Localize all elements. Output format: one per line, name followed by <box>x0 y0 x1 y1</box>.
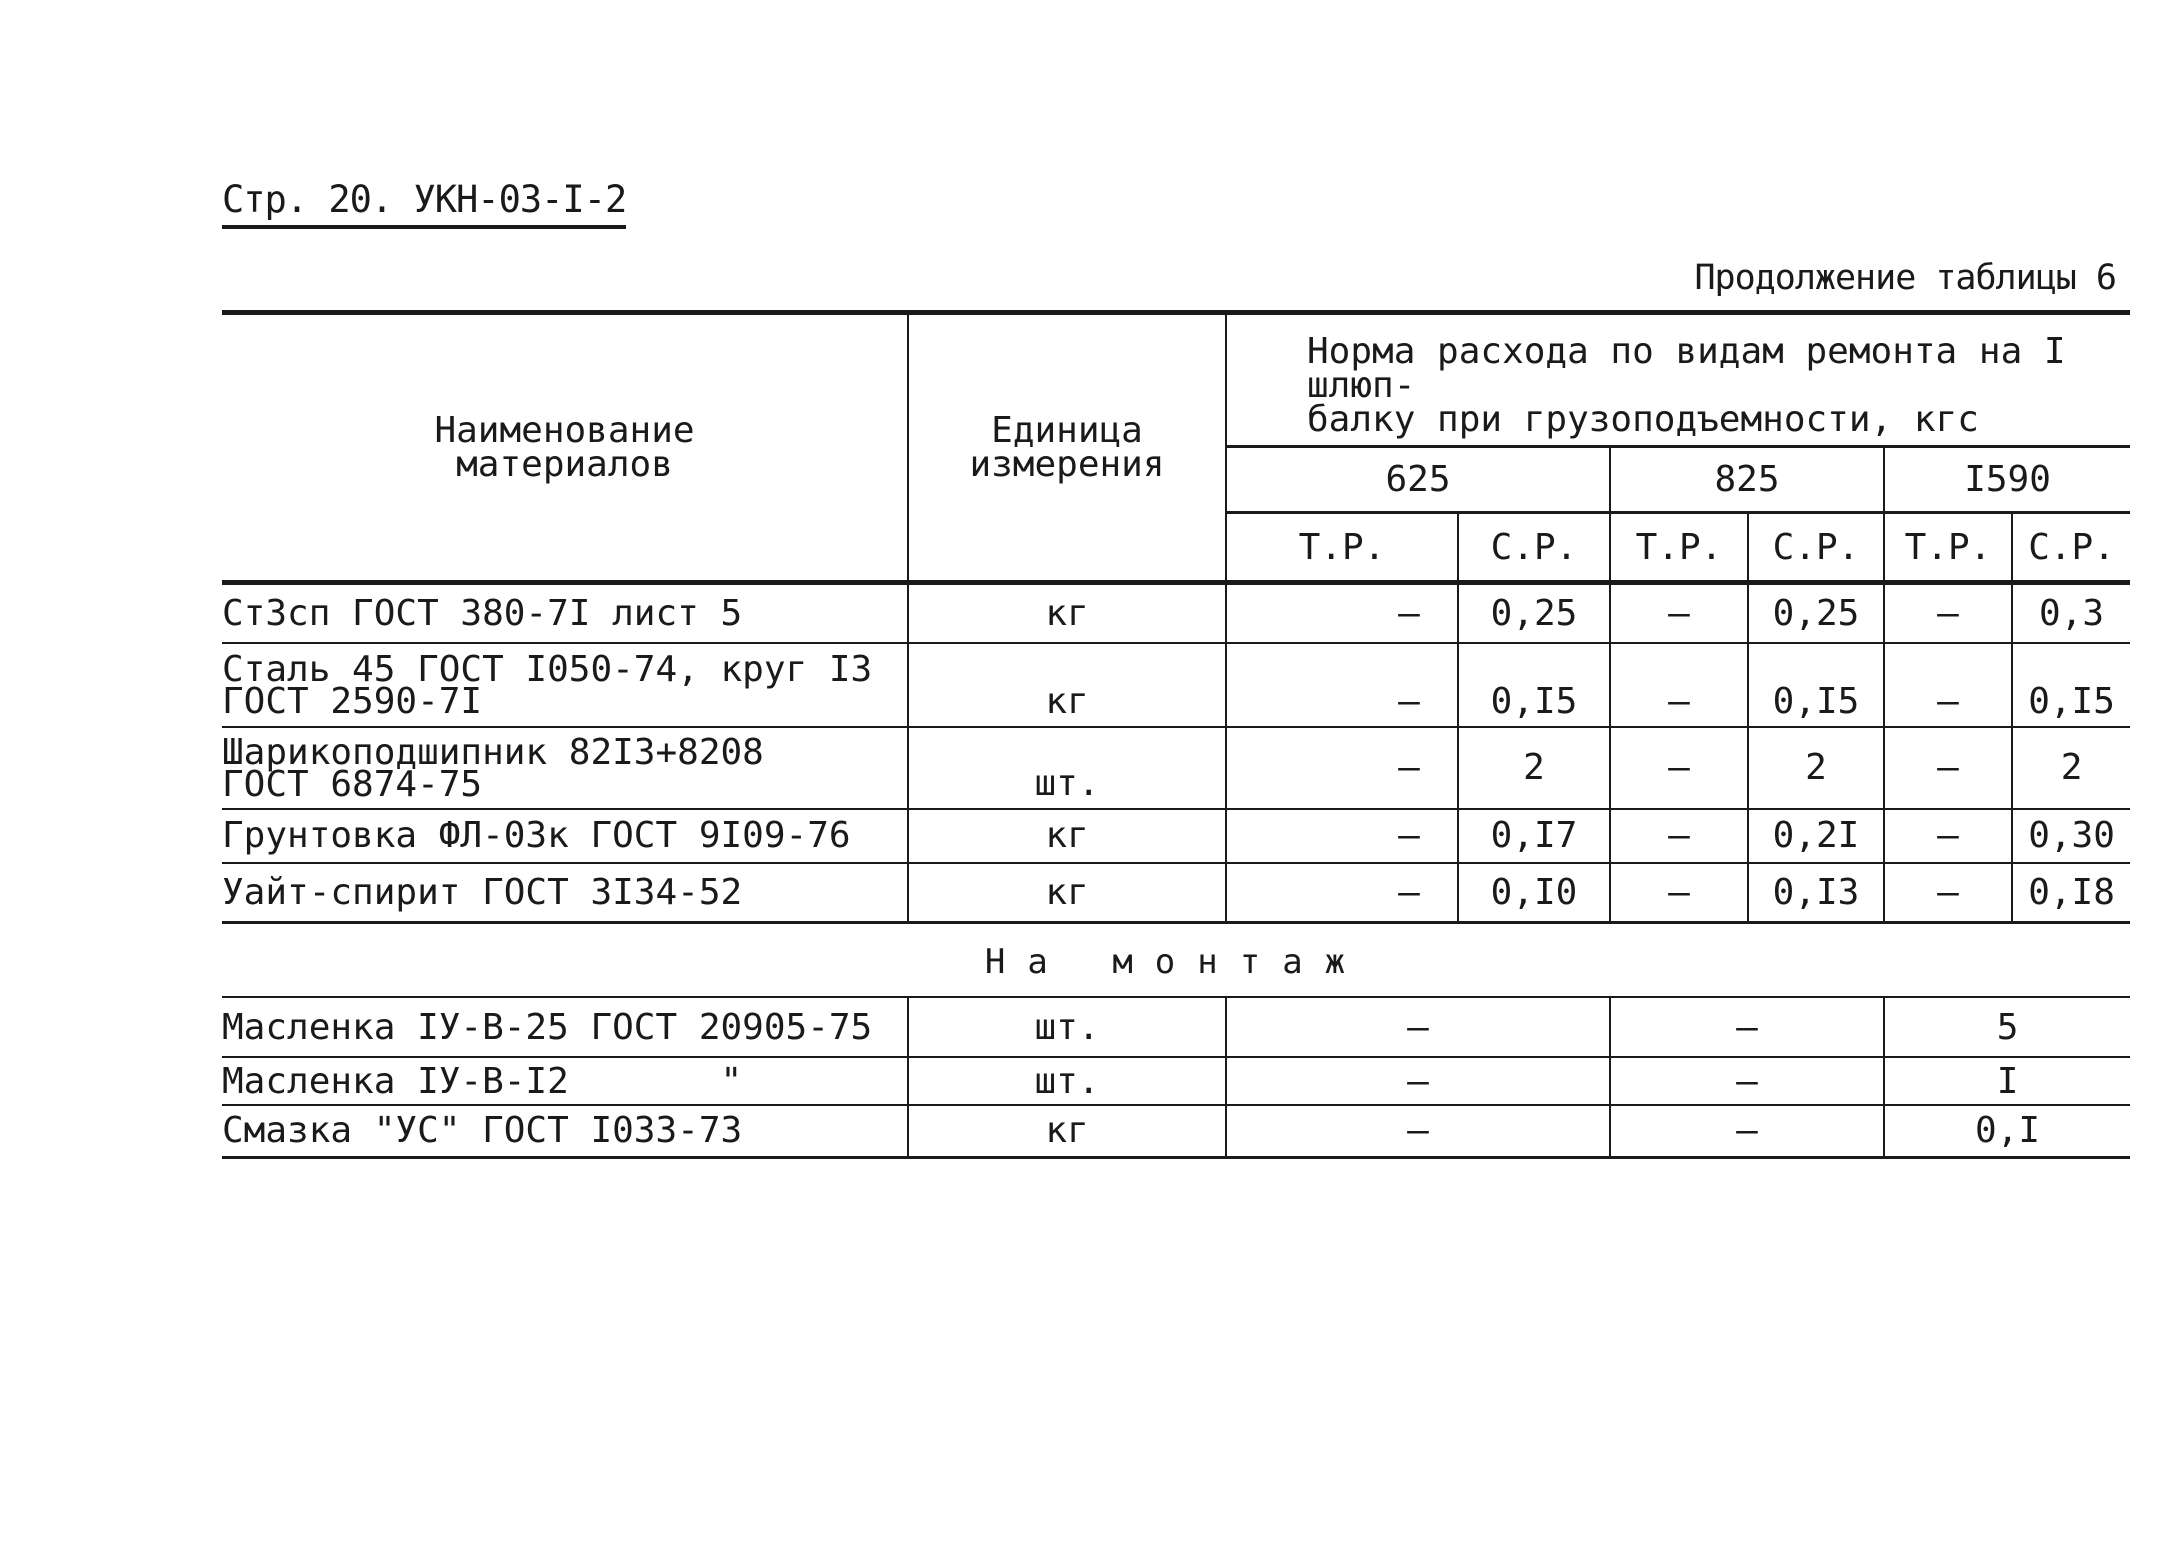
header-norm <box>1226 313 2130 447</box>
header-capacity-1590: I590 <box>1884 447 2130 513</box>
header-tr-1590: Т.Р. <box>1884 513 2012 583</box>
value-cell: – <box>1610 583 1748 643</box>
value-cell: – <box>1226 809 1458 863</box>
unit-cell: кг <box>908 643 1226 727</box>
unit-cell: кг <box>908 583 1226 643</box>
value-cell: 0,2I <box>1748 809 1884 863</box>
header-tr-825: Т.Р. <box>1610 513 1748 583</box>
header-sr-1590: С.Р. <box>2012 513 2130 583</box>
value-cell: 0,I5 <box>1458 643 1610 727</box>
value-cell: I <box>1884 1057 2130 1105</box>
header-sr-825: С.Р. <box>1748 513 1884 583</box>
value-cell: – <box>1884 727 2012 809</box>
table-caption: Продолжение таблицы 6 <box>1694 258 2116 298</box>
table-row <box>222 997 2130 1057</box>
ditto-mark: " <box>720 1060 743 1102</box>
material-name-line2: ГОСТ 2590-7I <box>222 680 483 722</box>
value-cell: – <box>1226 997 1610 1057</box>
value-cell: – <box>1610 1105 1884 1157</box>
header-capacity-825: 825 <box>1610 447 1884 513</box>
material-name <box>222 643 908 727</box>
unit-cell: шт. <box>908 727 1226 809</box>
value-cell: – <box>1226 1057 1610 1105</box>
header-norm-line2: балку при грузоподъемности, кгс <box>1307 399 1979 440</box>
value-cell: 2 <box>1458 727 1610 809</box>
value-cell: – <box>1610 809 1748 863</box>
value-cell: – <box>1610 863 1748 923</box>
norms-table <box>222 310 2130 1159</box>
header-sr-625: С.Р. <box>1458 513 1610 583</box>
table-row <box>222 809 2130 863</box>
unit-cell: шт. <box>908 1057 1226 1105</box>
value-cell: – <box>1610 1057 1884 1105</box>
header-norm-line1: Норма расхода по видам ремонта на I шлюп- <box>1307 331 2066 406</box>
value-cell: – <box>1610 997 1884 1057</box>
value-cell: 2 <box>1748 727 1884 809</box>
unit-cell: шт. <box>908 997 1226 1057</box>
value-cell: 0,I <box>1884 1105 2130 1157</box>
value-cell: – <box>1226 863 1458 923</box>
section-title: На монтаж <box>984 942 1368 982</box>
value-cell: 5 <box>1884 997 2130 1057</box>
unit-cell: кг <box>908 809 1226 863</box>
table-row <box>222 583 2130 643</box>
value-cell: – <box>1610 643 1748 727</box>
material-name: Грунтовка ФЛ-03к ГОСТ 9I09-76 <box>222 815 851 856</box>
unit-cell: кг <box>908 1105 1226 1157</box>
value-cell: 0,I3 <box>1748 863 1884 923</box>
material-name: Масленка IУ-В-25 ГОСТ 20905-75 <box>222 1006 873 1048</box>
value-cell: 0,25 <box>1458 583 1610 643</box>
table-row <box>222 727 2130 809</box>
header-capacity-625: 625 <box>1226 447 1610 513</box>
material-name <box>222 727 908 809</box>
value-cell: – <box>1884 643 2012 727</box>
value-cell: – <box>1884 809 2012 863</box>
material-name: Уайт-спирит ГОСТ 3I34-52 <box>222 871 743 913</box>
value-cell: – <box>1226 727 1458 809</box>
value-cell: 0,I5 <box>1748 643 1884 727</box>
header-tr-625: Т.Р. <box>1226 513 1458 583</box>
header-unit: Единица измерения <box>908 313 1226 583</box>
value-cell: 0,I5 <box>2012 643 2130 727</box>
value-cell: – <box>1226 583 1458 643</box>
value-cell: 0,I7 <box>1458 809 1610 863</box>
value-cell: – <box>1226 643 1458 727</box>
table-row <box>222 1105 2130 1157</box>
material-name: Смазка "УС" ГОСТ I033-73 <box>222 1110 743 1152</box>
material-name-line1: Шарикоподшипник 82I3+8208 <box>222 731 764 773</box>
material-name: Ст3сп ГОСТ 380-7I лист 5 <box>222 592 743 634</box>
unit-cell: кг <box>908 863 1226 923</box>
value-cell: 0,30 <box>2012 809 2130 863</box>
header-material-name: Наименование материалов <box>222 313 908 583</box>
value-cell: 0,I8 <box>2012 863 2130 923</box>
material-name-text: Масленка IУ-В-I2 <box>222 1060 569 1102</box>
value-cell: 0,25 <box>1748 583 1884 643</box>
value-cell: – <box>1610 727 1748 809</box>
value-cell: 0,3 <box>2012 583 2130 643</box>
material-name-line1: Сталь 45 ГОСТ I050-74, круг I3 <box>222 648 873 690</box>
material-name-line2: ГОСТ 6874-75 <box>222 763 483 805</box>
table-row <box>222 863 2130 923</box>
table-row <box>222 643 2130 727</box>
value-cell: – <box>1226 1105 1610 1157</box>
page-header: Стр. 20. УКН-03-I-2 <box>222 178 626 229</box>
table-row <box>222 1057 2130 1105</box>
value-cell: 2 <box>2012 727 2130 809</box>
value-cell: – <box>1884 583 2012 643</box>
value-cell: – <box>1884 863 2012 923</box>
material-name <box>222 1057 908 1105</box>
value-cell: 0,I0 <box>1458 863 1610 923</box>
